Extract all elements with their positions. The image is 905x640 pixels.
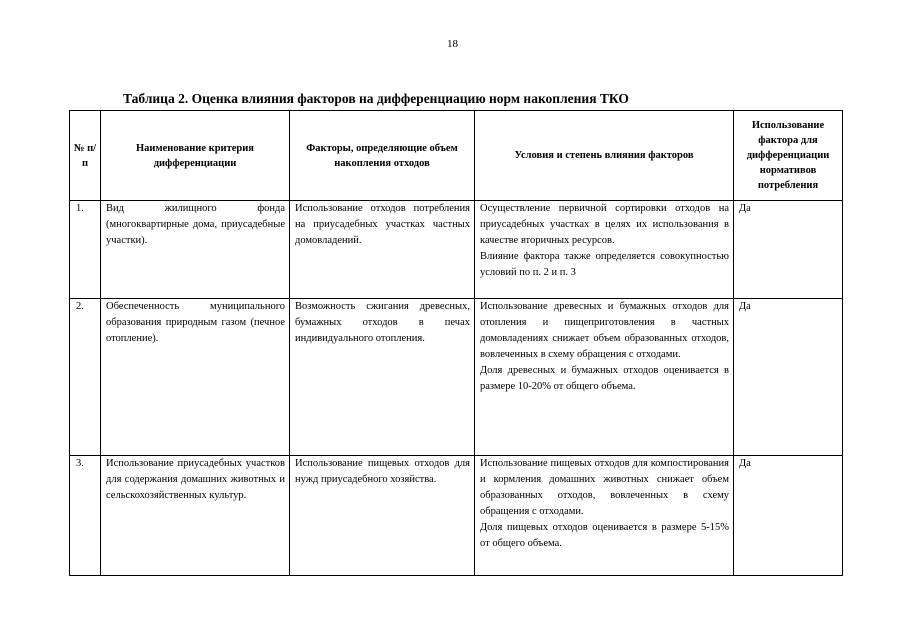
table-title: Таблица 2. Оценка влияния факторов на дифференциацию норм накопления ТКО <box>123 91 629 106</box>
condition-paragraph: Использование пищевых отходов для компостирования и кормления домашних животных снижает объем образованных отходов, вовлеченных в схему обращения с отходами. <box>480 458 729 517</box>
row-usage: Да <box>734 299 843 456</box>
table-row <box>70 201 843 299</box>
header-num: № п/п <box>70 111 101 201</box>
table-row <box>70 456 843 576</box>
page-number: 18 <box>447 38 458 50</box>
row-factors: Использование отходов потребления на приусадебных участках частных домовладений. <box>290 201 475 299</box>
row-conditions <box>475 299 734 456</box>
row-criterion: Вид жилищного фонда (многоквартирные дома, приусадебные участки). <box>101 201 290 299</box>
row-factors: Возможность сжигания древесных, бумажных отходов в печах индивидуального отопления. <box>290 299 475 456</box>
row-num: 2. <box>70 299 101 456</box>
row-num: 3. <box>70 456 101 576</box>
row-factors: Использование пищевых отходов для нужд приусадебного хозяйства. <box>290 456 475 576</box>
condition-paragraph: Доля древесных и бумажных отходов оценивается в размере 10-20% от общего объема. <box>480 364 729 392</box>
row-conditions <box>475 201 734 299</box>
header-usage: Использование фактора для дифференциации нормативов потребления <box>734 111 843 201</box>
condition-paragraph: Влияние фактора также определяется совокупностью условий по п. 2 и п. 3 <box>480 250 729 278</box>
table-header-row <box>70 111 843 201</box>
condition-paragraph: Осуществление первичной сортировки отходов на приусадебных участках в целях их использования в качестве вторичных ресурсов. <box>480 203 729 246</box>
row-conditions <box>475 456 734 576</box>
condition-paragraph: Доля пищевых отходов оценивается в размере 5-15% от общего объема. <box>480 521 729 549</box>
row-usage: Да <box>734 201 843 299</box>
header-conditions: Условия и степень влияния факторов <box>475 111 734 201</box>
condition-paragraph: Использование древесных и бумажных отходов для отопления и пищеприготовления в частных домовладениях снижает объем образованных отходов, вовлеченных в схему обращения с отходами. <box>480 301 729 360</box>
row-num: 1. <box>70 201 101 299</box>
header-factors: Факторы, определяющие объем накопления отходов <box>290 111 475 201</box>
row-criterion: Обеспеченность муниципального образования природным газом (печное отопление). <box>101 299 290 456</box>
table-row <box>70 299 843 456</box>
factors-table <box>69 110 843 576</box>
row-usage: Да <box>734 456 843 576</box>
header-criterion: Наименование критерия дифференциации <box>101 111 290 201</box>
row-criterion: Использование приусадебных участков для содержания домашних животных и сельскохозяйственных культур. <box>101 456 290 576</box>
